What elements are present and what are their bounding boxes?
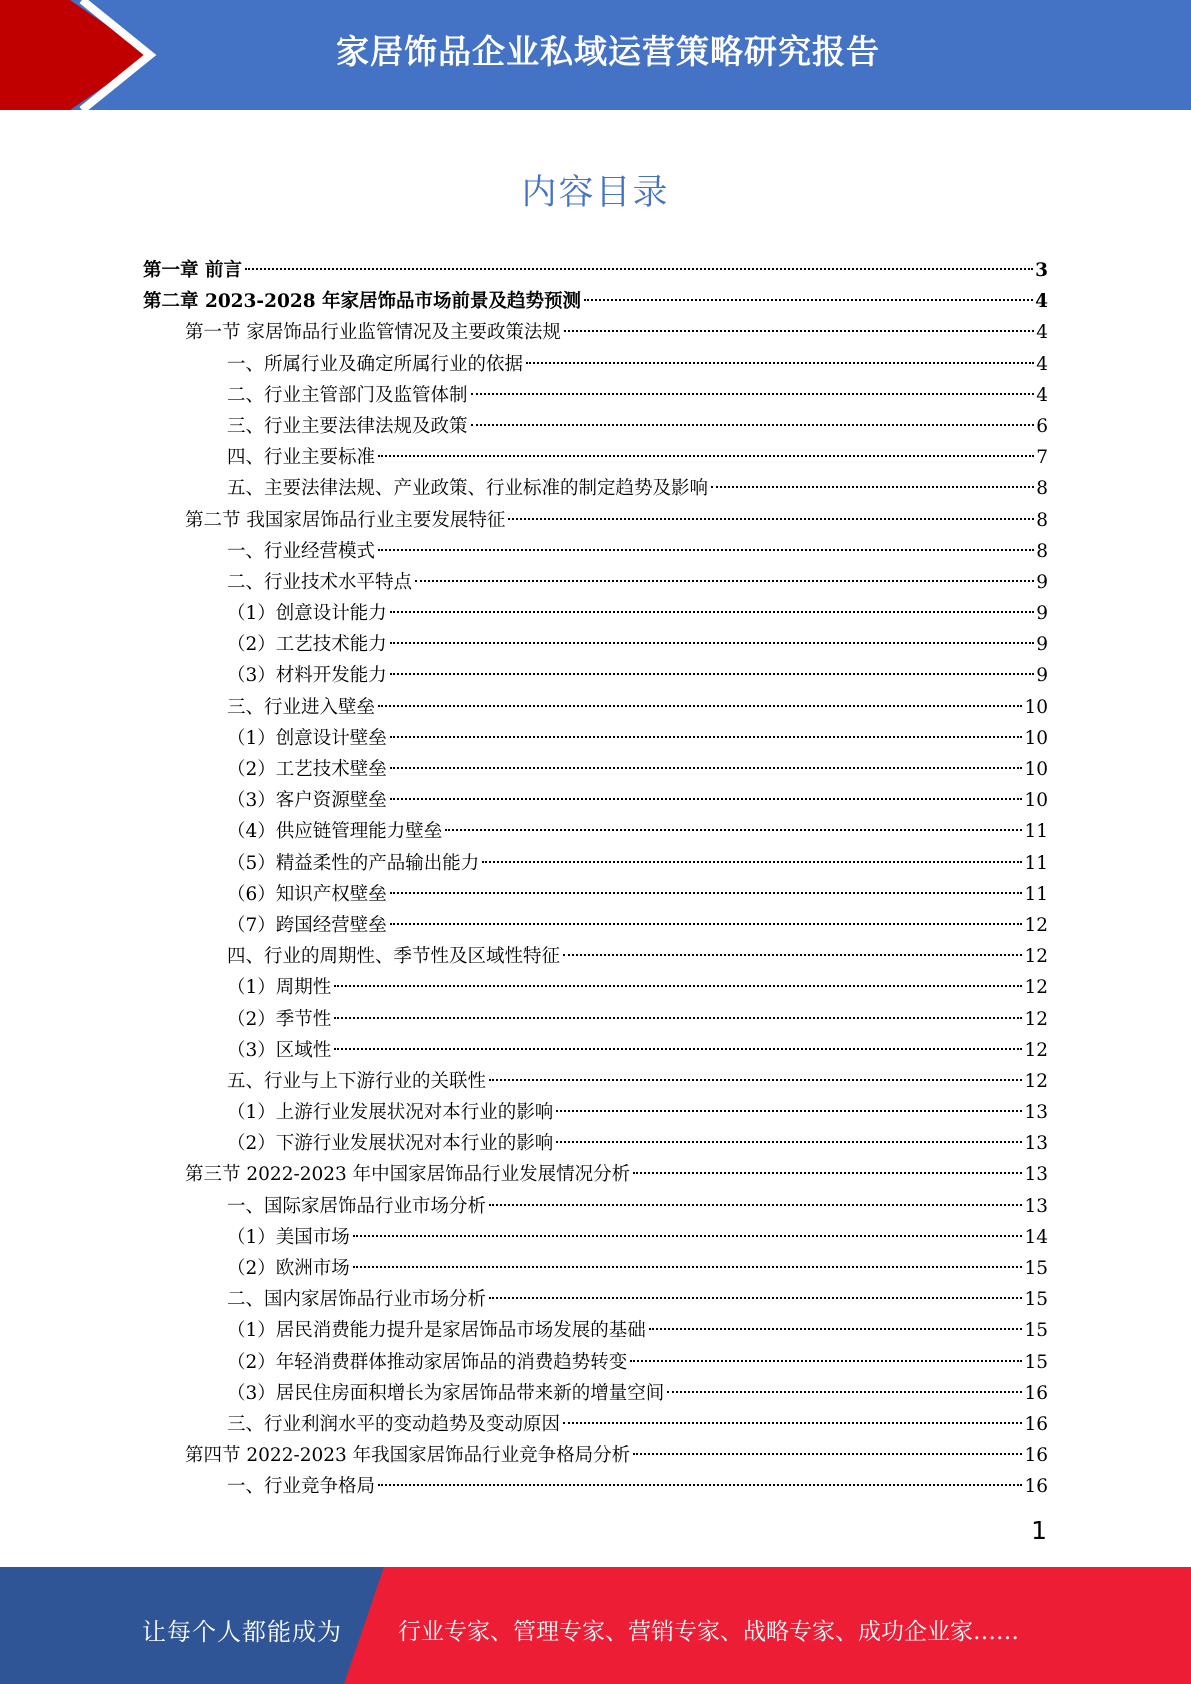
toc-entry[interactable] (143, 1035, 1048, 1066)
toc-entry-page: 15 (1024, 1320, 1048, 1342)
toc-entry-page: 16 (1024, 1476, 1048, 1498)
dot-leader (526, 362, 1034, 364)
toc-entry-title: （2）欧洲市场 (227, 1258, 350, 1279)
dot-leader (378, 705, 1022, 707)
toc-entry-page: 4 (1036, 353, 1048, 375)
toc-entry-title: （4）供应链管理能力壁垒 (227, 821, 443, 843)
dot-leader (667, 1391, 1022, 1393)
toc-entry-page: 13 (1024, 1164, 1048, 1186)
dot-leader (471, 393, 1035, 395)
toc-entry[interactable] (143, 1378, 1048, 1409)
toc-entry-title: （3）居民住房面积增长为家居饰品带来新的增量空间 (227, 1382, 665, 1404)
toc-entry-page: 8 (1036, 478, 1048, 500)
toc-entry-page: 12 (1024, 914, 1048, 936)
toc-entry[interactable] (143, 1159, 1048, 1190)
toc-entry-page: 15 (1024, 1289, 1048, 1311)
dot-leader (390, 798, 1023, 800)
toc-entry[interactable] (143, 286, 1048, 317)
toc-entry-title: （7）跨国经营壁垒 (227, 914, 387, 936)
toc-entry-page: 8 (1036, 540, 1048, 562)
dot-leader (489, 1204, 1022, 1206)
dot-leader (378, 455, 1034, 457)
header-banner (0, 0, 1191, 110)
dot-leader (334, 1017, 1022, 1019)
dot-leader (563, 1422, 1022, 1424)
toc-entry[interactable] (143, 816, 1048, 847)
dot-leader (489, 1079, 1022, 1081)
toc-entry[interactable] (143, 505, 1048, 536)
toc-entry-page: 11 (1024, 883, 1048, 905)
toc-entry-title: （2）下游行业发展状况对本行业的影响 (227, 1133, 554, 1155)
toc-entry[interactable] (143, 1347, 1048, 1378)
dot-leader (415, 580, 1034, 582)
toc-entry-page: 11 (1024, 821, 1048, 843)
dot-leader (390, 767, 1023, 769)
toc-entry-page: 11 (1024, 852, 1048, 874)
toc-entry-page: 15 (1024, 1351, 1048, 1373)
dot-leader (633, 1172, 1022, 1174)
toc-entry-page: 7 (1036, 447, 1048, 469)
dot-leader (390, 892, 1023, 894)
dot-leader (489, 1297, 1022, 1299)
toc-entry-page: 10 (1024, 790, 1048, 812)
toc-entry-title: 二、行业主管部门及监管体制 (227, 384, 468, 406)
toc-entry-page: 9 (1036, 665, 1048, 687)
toc-entry-title: 三、行业主要法律法规及政策 (227, 415, 468, 437)
dot-leader (378, 1484, 1022, 1486)
dot-leader (630, 1360, 1022, 1362)
toc-entry-title: 第一节 家居饰品行业监管情况及主要政策法规 (185, 322, 561, 344)
toc-entry-title: （2）工艺技术壁垒 (227, 759, 387, 780)
toc-entry-page: 10 (1024, 727, 1048, 749)
dot-leader (482, 861, 1022, 863)
toc-entry-title: 二、行业技术水平特点 (227, 571, 413, 593)
toc-entry[interactable] (143, 567, 1048, 598)
toc-entry-page: 13 (1024, 1102, 1048, 1124)
toc-entry-page: 9 (1036, 571, 1048, 593)
report-title: 家居饰品企业私域运营策略研究报告 (336, 32, 880, 71)
toc-entry-title: （2）季节性 (227, 1008, 332, 1030)
toc-entry-title: （2）工艺技术能力 (227, 634, 387, 656)
page-number: 1 (1031, 1516, 1047, 1545)
toc-entry-title: 一、行业经营模式 (227, 540, 376, 562)
toc-entry-title: 第二章 2023-2028 年家居饰品市场前景及趋势预测 (143, 291, 582, 313)
toc-entry-title: （3）客户资源壁垒 (227, 790, 387, 812)
toc-entry-page: 10 (1024, 759, 1048, 780)
dot-leader (353, 1235, 1023, 1237)
toc-entry[interactable] (143, 442, 1048, 473)
toc-entry-page: 12 (1024, 1008, 1048, 1030)
dot-leader (633, 1453, 1022, 1455)
toc-entry-title: 第二节 我国家居饰品行业主要发展特征 (185, 509, 506, 531)
toc-entry-title: （1）创意设计壁垒 (227, 727, 387, 749)
dot-leader (334, 1048, 1022, 1050)
toc-entry-page: 6 (1036, 415, 1048, 437)
toc-entry[interactable] (143, 660, 1048, 691)
toc-entry[interactable] (143, 1409, 1048, 1440)
toc-entry-page: 9 (1036, 603, 1048, 625)
toc-entry-page: 16 (1024, 1445, 1048, 1467)
footer-slogan-left: 让每个人都能成为 (142, 1618, 342, 1646)
toc-entry[interactable] (143, 754, 1048, 785)
toc-entry-title: 第四节 2022-2023 年我国家居饰品行业竞争格局分析 (185, 1445, 631, 1467)
toc-entry[interactable] (143, 1004, 1048, 1035)
toc-entry-page: 8 (1036, 509, 1048, 531)
dot-leader (390, 736, 1023, 738)
dot-leader (563, 954, 1022, 956)
toc-entry-page: 4 (1035, 291, 1048, 313)
toc-entry[interactable] (143, 972, 1048, 1003)
toc-entry-title: （3）材料开发能力 (227, 665, 387, 687)
toc-entry-page: 12 (1024, 946, 1048, 968)
dot-leader (390, 642, 1034, 644)
toc-entry-title: 一、所属行业及确定所属行业的依据 (227, 353, 524, 375)
dot-leader (445, 829, 1022, 831)
toc-entry-title: （1）居民消费能力提升是家居饰品市场发展的基础 (227, 1320, 646, 1342)
toc-entry-title: 三、行业进入壁垒 (227, 696, 376, 718)
dot-leader (390, 923, 1023, 925)
toc-entry-title: （2）年轻消费群体推动家居饰品的消费趋势转变 (227, 1351, 628, 1373)
toc-entry[interactable] (143, 692, 1048, 723)
toc-entry-page: 9 (1036, 634, 1048, 656)
toc-entry[interactable] (143, 1471, 1048, 1502)
toc-entry-page: 12 (1024, 1070, 1048, 1092)
toc-entry[interactable] (143, 1440, 1048, 1471)
toc-entry-page: 13 (1024, 1133, 1048, 1155)
toc-entry-title: 四、行业的周期性、季节性及区域性特征 (227, 946, 561, 968)
dot-leader (390, 673, 1034, 675)
toc-entry-title: 二、国内家居饰品行业市场分析 (227, 1289, 487, 1311)
toc-entry[interactable] (143, 1128, 1048, 1159)
toc-entry-title: （1）周期性 (227, 977, 332, 999)
toc-entry[interactable] (143, 1222, 1048, 1253)
toc-entry[interactable] (143, 536, 1048, 567)
toc-entry[interactable] (143, 941, 1048, 972)
toc-entry[interactable] (143, 848, 1048, 879)
toc-entry[interactable] (143, 785, 1048, 816)
toc-entry-page: 16 (1024, 1382, 1048, 1404)
toc-entry-title: （1）美国市场 (227, 1226, 350, 1248)
dot-leader (556, 1110, 1022, 1112)
toc-entry-page: 14 (1024, 1226, 1048, 1248)
toc-entry[interactable] (143, 598, 1048, 629)
toc-entry-page: 3 (1035, 260, 1048, 281)
toc-entry[interactable] (143, 910, 1048, 941)
toc-entry-title: （5）精益柔性的产品输出能力 (227, 852, 480, 874)
toc-entry-title: （6）知识产权壁垒 (227, 883, 387, 905)
dot-leader (390, 611, 1034, 613)
toc-entry[interactable] (143, 1315, 1048, 1346)
dot-leader (353, 1266, 1023, 1268)
toc-entry-page: 15 (1024, 1258, 1048, 1279)
toc-entry-page: 4 (1036, 384, 1048, 406)
dot-leader (378, 549, 1034, 551)
toc-entry[interactable] (143, 1097, 1048, 1128)
toc-entry-title: 五、行业与上下游行业的关联性 (227, 1070, 487, 1092)
toc-entry[interactable] (143, 380, 1048, 411)
toc-entry-title: 一、国际家居饰品行业市场分析 (227, 1195, 487, 1217)
toc-entry-page: 10 (1024, 696, 1048, 718)
toc-entry-page: 12 (1024, 1039, 1048, 1061)
toc-entry-title: 三、行业利润水平的变动趋势及变动原因 (227, 1413, 561, 1435)
toc-entry-page: 4 (1036, 322, 1048, 344)
toc-entry-title: 四、行业主要标准 (227, 447, 376, 469)
dot-leader (508, 518, 1034, 520)
toc-entry[interactable] (143, 473, 1048, 504)
toc-entry[interactable] (143, 879, 1048, 910)
table-of-contents (143, 255, 1048, 1503)
toc-entry-title: （1）上游行业发展状况对本行业的影响 (227, 1102, 554, 1124)
toc-entry[interactable] (143, 349, 1048, 380)
toc-entry-title: 第三节 2022-2023 年中国家居饰品行业发展情况分析 (185, 1164, 631, 1186)
dot-leader (334, 985, 1022, 987)
toc-entry[interactable] (143, 1191, 1048, 1222)
toc-entry-page: 16 (1024, 1413, 1048, 1435)
dot-leader (556, 1141, 1022, 1143)
toc-entry-title: 一、行业竞争格局 (227, 1476, 376, 1498)
toc-entry-page: 12 (1024, 977, 1048, 999)
toc-entry[interactable] (143, 1066, 1048, 1097)
toc-entry-title: （3）区域性 (227, 1039, 332, 1061)
dot-leader (564, 330, 1034, 332)
footer-banner (0, 1567, 1191, 1684)
toc-entry[interactable] (143, 723, 1048, 754)
toc-heading: 内容目录 (521, 173, 670, 213)
dot-leader (649, 1328, 1023, 1330)
toc-entry[interactable] (143, 411, 1048, 442)
toc-entry[interactable] (143, 255, 1048, 286)
toc-entry-title: 第一章 前言 (143, 260, 242, 281)
footer-slogan-right: 行业专家、管理专家、营销专家、战略专家、成功企业家…… (398, 1619, 1019, 1645)
toc-entry-page: 13 (1024, 1195, 1048, 1217)
toc-entry-title: （1）创意设计能力 (227, 603, 387, 625)
dot-leader (584, 299, 1033, 301)
dot-leader (711, 486, 1034, 488)
toc-entry[interactable] (143, 317, 1048, 348)
toc-entry-title: 五、主要法律法规、产业政策、行业标准的制定趋势及影响 (227, 478, 709, 500)
dot-leader (245, 268, 1033, 270)
dot-leader (471, 424, 1035, 426)
toc-entry[interactable] (143, 1284, 1048, 1315)
toc-entry[interactable] (143, 629, 1048, 660)
toc-entry[interactable] (143, 1253, 1048, 1284)
